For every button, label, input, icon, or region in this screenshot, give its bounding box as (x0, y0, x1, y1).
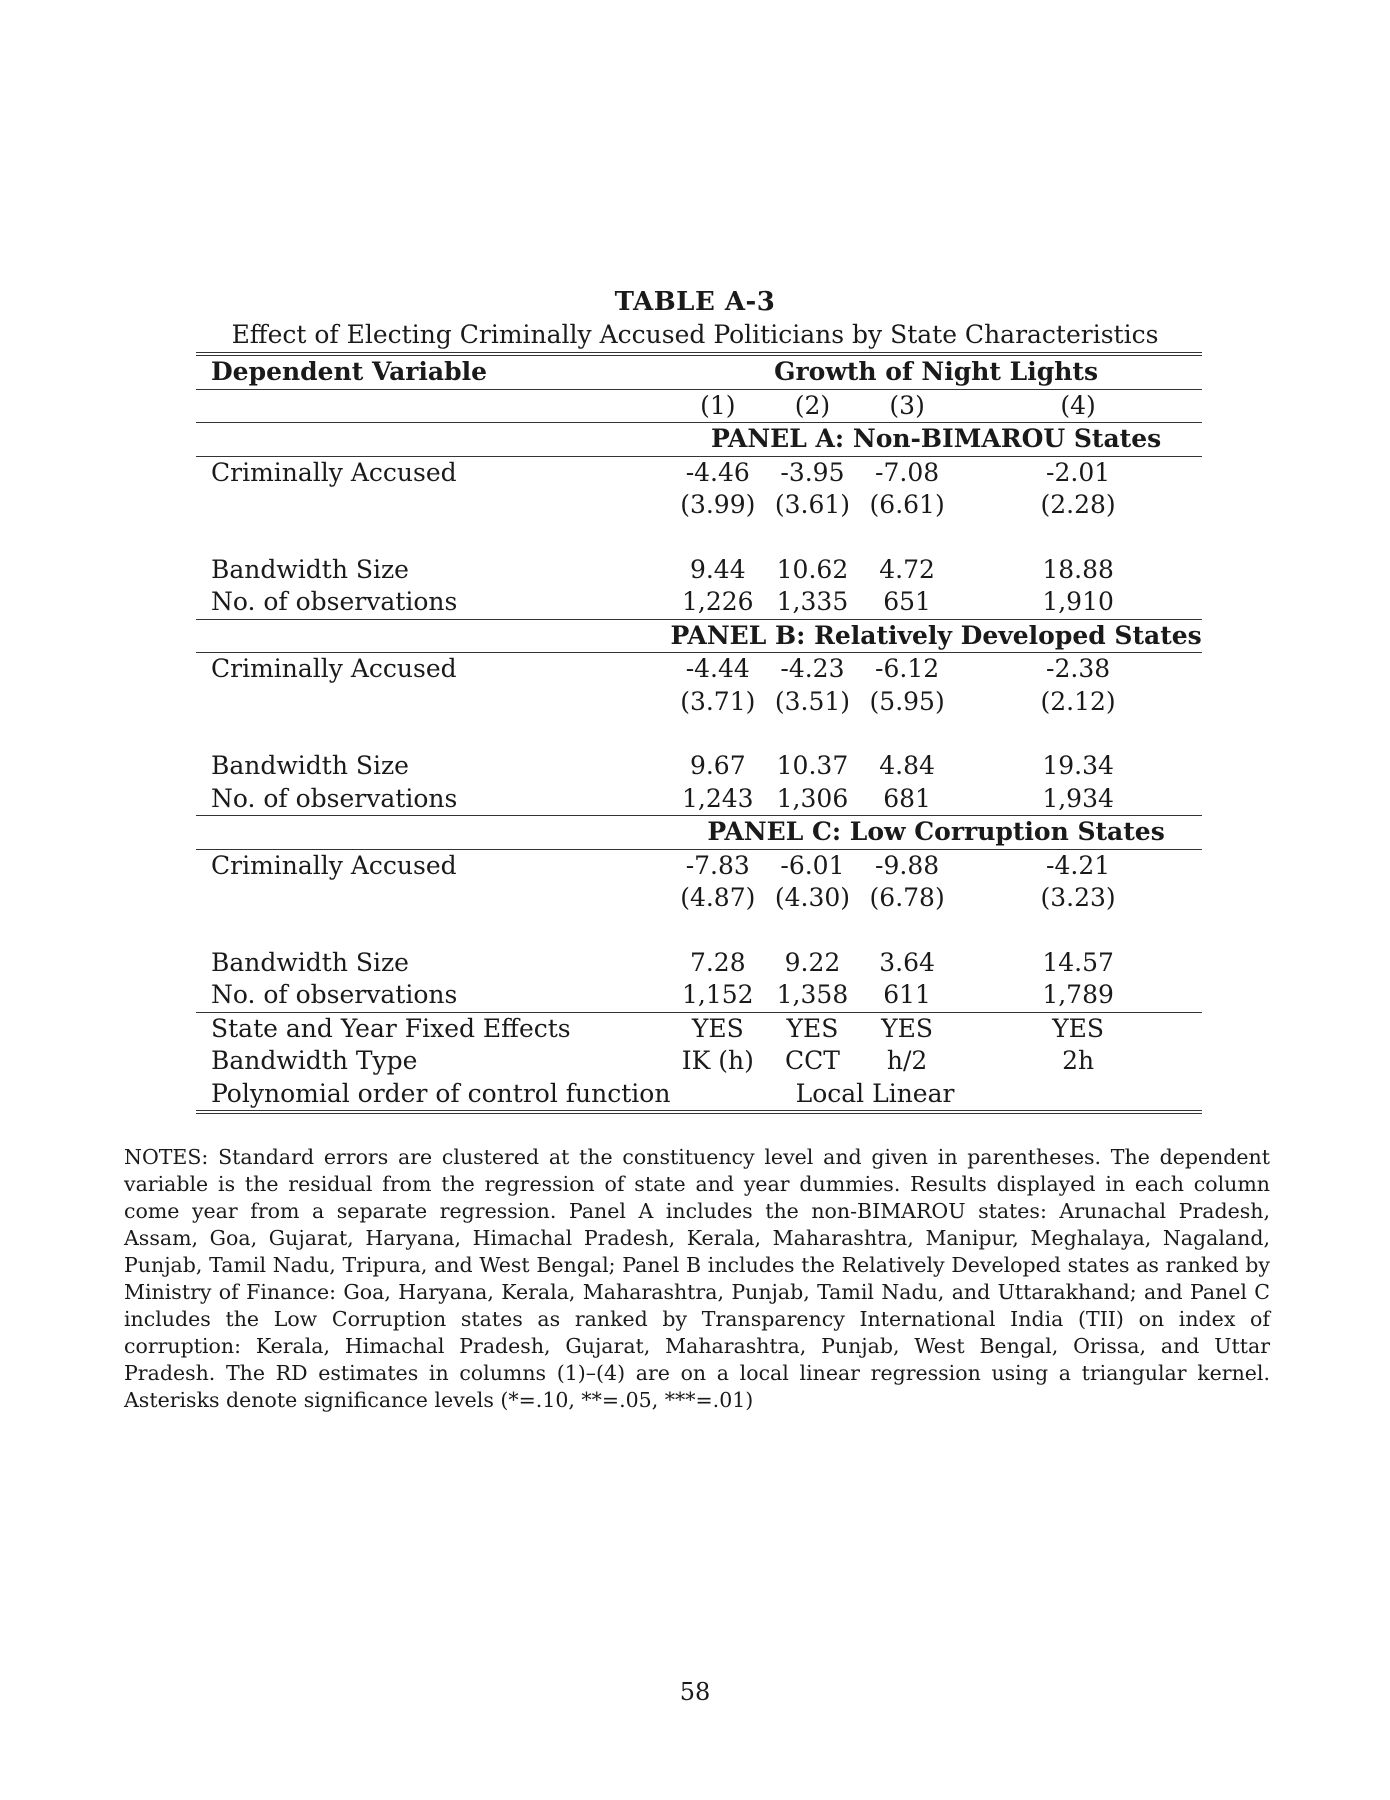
bandwidth-type-cell: IK (h) (681, 1046, 754, 1075)
se-cell: (3.99) (680, 490, 756, 519)
bandwidth-cell: 7.28 (689, 947, 746, 977)
bandwidth-type-cell: h/2 (886, 1046, 928, 1075)
obs-cell: 1,789 (954, 979, 1201, 1012)
column-header: (3) (860, 389, 955, 423)
coef-cell: -3.95 (780, 457, 845, 487)
panel-b-coef-row (196, 653, 1202, 686)
coef-cell: -4.46 (685, 457, 750, 487)
dependent-variable-value: Growth of Night Lights (670, 354, 1201, 389)
fixed-effects-row (196, 1012, 1202, 1045)
bandwidth-label: Bandwidth Size (211, 751, 409, 780)
fixed-effects-cell: YES (786, 1013, 839, 1043)
coef-cell: -4.21 (1046, 850, 1111, 880)
panel-b-obs-row (196, 783, 1202, 816)
coef-cell: -4.44 (685, 654, 750, 683)
fixed-effects-label: State and Year Fixed Effects (211, 1013, 571, 1043)
bandwidth-type-row (196, 1045, 1202, 1078)
bandwidth-type-label: Bandwidth Type (211, 1046, 418, 1075)
polynomial-row (196, 1078, 1202, 1113)
se-cell: (6.61) (869, 490, 945, 519)
bandwidth-cell: 9.67 (689, 751, 746, 780)
obs-cell: 1,226 (670, 586, 765, 619)
bandwidth-cell: 18.88 (1042, 554, 1114, 584)
panel-c-title: PANEL C: Low Corruption States (670, 816, 1201, 850)
panel-b-bandwidth-row (196, 750, 1202, 783)
panel-c-se-row (196, 882, 1202, 915)
bandwidth-cell: 10.62 (776, 554, 849, 584)
coef-cell: -6.12 (875, 654, 940, 683)
panel-b-se-row (196, 686, 1202, 719)
column-numbers-row (196, 389, 1202, 423)
obs-label: No. of observations (196, 979, 670, 1012)
bandwidth-cell: 4.84 (879, 751, 935, 780)
header-row (196, 354, 1202, 389)
obs-cell: 1,152 (670, 979, 765, 1012)
panel-a-bandwidth-row (196, 554, 1202, 587)
coef-label: Criminally Accused (211, 457, 457, 487)
bandwidth-cell: 9.22 (784, 947, 841, 977)
se-cell: (3.23) (1040, 883, 1116, 912)
column-header: (1) (670, 389, 765, 423)
dependent-variable-label: Dependent Variable (196, 354, 670, 389)
panel-b-title: PANEL B: Relatively Developed States (670, 619, 1201, 653)
se-cell: (3.71) (680, 686, 756, 716)
obs-cell: 611 (860, 979, 955, 1012)
panel-c-title-row (196, 816, 1202, 850)
se-cell: (4.30) (774, 883, 851, 912)
obs-cell: 1,934 (954, 783, 1201, 816)
fixed-effects-cell: YES (1052, 1013, 1105, 1043)
coef-cell: -4.23 (780, 654, 845, 683)
coef-cell: -2.38 (1046, 654, 1111, 683)
bandwidth-cell: 10.37 (776, 751, 849, 780)
panel-a-obs-row (196, 586, 1202, 619)
bandwidth-label: Bandwidth Size (211, 947, 409, 977)
se-cell: (6.78) (869, 883, 945, 912)
table-notes: NOTES: Standard errors are clustered at the constituency level and given in parentheses. The dependent variable is the residual from the regression of state and year dummies. Results displayed in each column come year from a separate regression. Panel A includes the non-BIMAROU states: Arunachal Pradesh, Assam, Goa, Gujarat, Haryana, Himachal Pradesh, Kerala, Maharashtra, Manipur, Meghalaya, Nagaland, Punjab, Tamil Nadu, Tripura, and West Bengal; Panel B includes the Relatively Developed states as ranked by Ministry of Finance: Goa, Haryana, Kerala, Maharashtra, Punjab, Tamil Nadu, and Uttarakhand; and Panel C includes the Low Corruption states as ranked by Transparency International India (TII) on index of corruption: Kerala, Himachal Pradesh, Gujarat, Maharashtra, Punjab, West Bengal, Orissa, and Uttar Pradesh. The RD estimates in columns (1)–(4) are on a local linear regression using a triangular kernel. Asterisks denote significance levels (*=.10, **=.05, ***=.01) (124, 1145, 1270, 1412)
page-number: 58 (679, 1678, 711, 1706)
bandwidth-cell: 19.34 (1042, 751, 1114, 780)
bandwidth-type-cell: 2h (1062, 1046, 1095, 1075)
obs-cell: 1,358 (765, 979, 860, 1012)
polynomial-label: Polynomial order of control function (211, 1078, 671, 1108)
obs-label: No. of observations (196, 783, 670, 816)
coef-cell: -6.01 (780, 850, 845, 880)
table-title: TABLE A-3 (614, 287, 776, 317)
obs-cell: 1,243 (670, 783, 765, 816)
bandwidth-cell: 4.72 (879, 554, 935, 584)
obs-cell: 681 (860, 783, 955, 816)
coef-cell: -9.88 (875, 850, 940, 880)
panel-c-obs-row (196, 979, 1202, 1012)
column-header: (2) (765, 389, 860, 423)
bandwidth-type-cell: CCT (784, 1046, 840, 1075)
se-cell: (2.28) (1040, 490, 1116, 519)
polynomial-value: Local Linear (795, 1078, 955, 1108)
panel-c-bandwidth-row (196, 947, 1202, 980)
bandwidth-cell: 14.57 (1042, 947, 1114, 977)
regression-table (196, 352, 1202, 1114)
panel-a-se-row (196, 489, 1202, 522)
panel-a-coef-row (196, 456, 1202, 489)
se-cell: (4.87) (680, 883, 756, 912)
se-cell: (3.61) (774, 490, 851, 519)
bandwidth-label: Bandwidth Size (211, 554, 409, 584)
panel-c-coef-row (196, 849, 1202, 882)
se-cell: (3.51) (774, 686, 851, 716)
coef-cell: -7.83 (685, 850, 750, 880)
fixed-effects-cell: YES (881, 1013, 934, 1043)
coef-cell: -7.08 (875, 457, 940, 487)
coef-label: Criminally Accused (211, 654, 457, 683)
table-subtitle: Effect of Electing Criminally Accused Politicians by State Characteristics (231, 320, 1159, 349)
bandwidth-cell: 9.44 (689, 554, 746, 584)
column-header: (4) (954, 389, 1201, 423)
bandwidth-cell: 3.64 (879, 947, 935, 977)
panel-a-title-row (196, 423, 1202, 457)
obs-label: No. of observations (196, 586, 670, 619)
panel-a-title: PANEL A: Non-BIMAROU States (670, 423, 1201, 457)
fixed-effects-cell: YES (691, 1013, 744, 1043)
obs-cell: 1,306 (765, 783, 860, 816)
se-cell: (2.12) (1040, 686, 1116, 716)
se-cell: (5.95) (869, 686, 945, 716)
coef-label: Criminally Accused (211, 850, 457, 880)
panel-b-title-row (196, 619, 1202, 653)
obs-cell: 1,335 (765, 586, 860, 619)
obs-cell: 651 (860, 586, 955, 619)
coef-cell: -2.01 (1046, 457, 1111, 487)
obs-cell: 1,910 (954, 586, 1201, 619)
